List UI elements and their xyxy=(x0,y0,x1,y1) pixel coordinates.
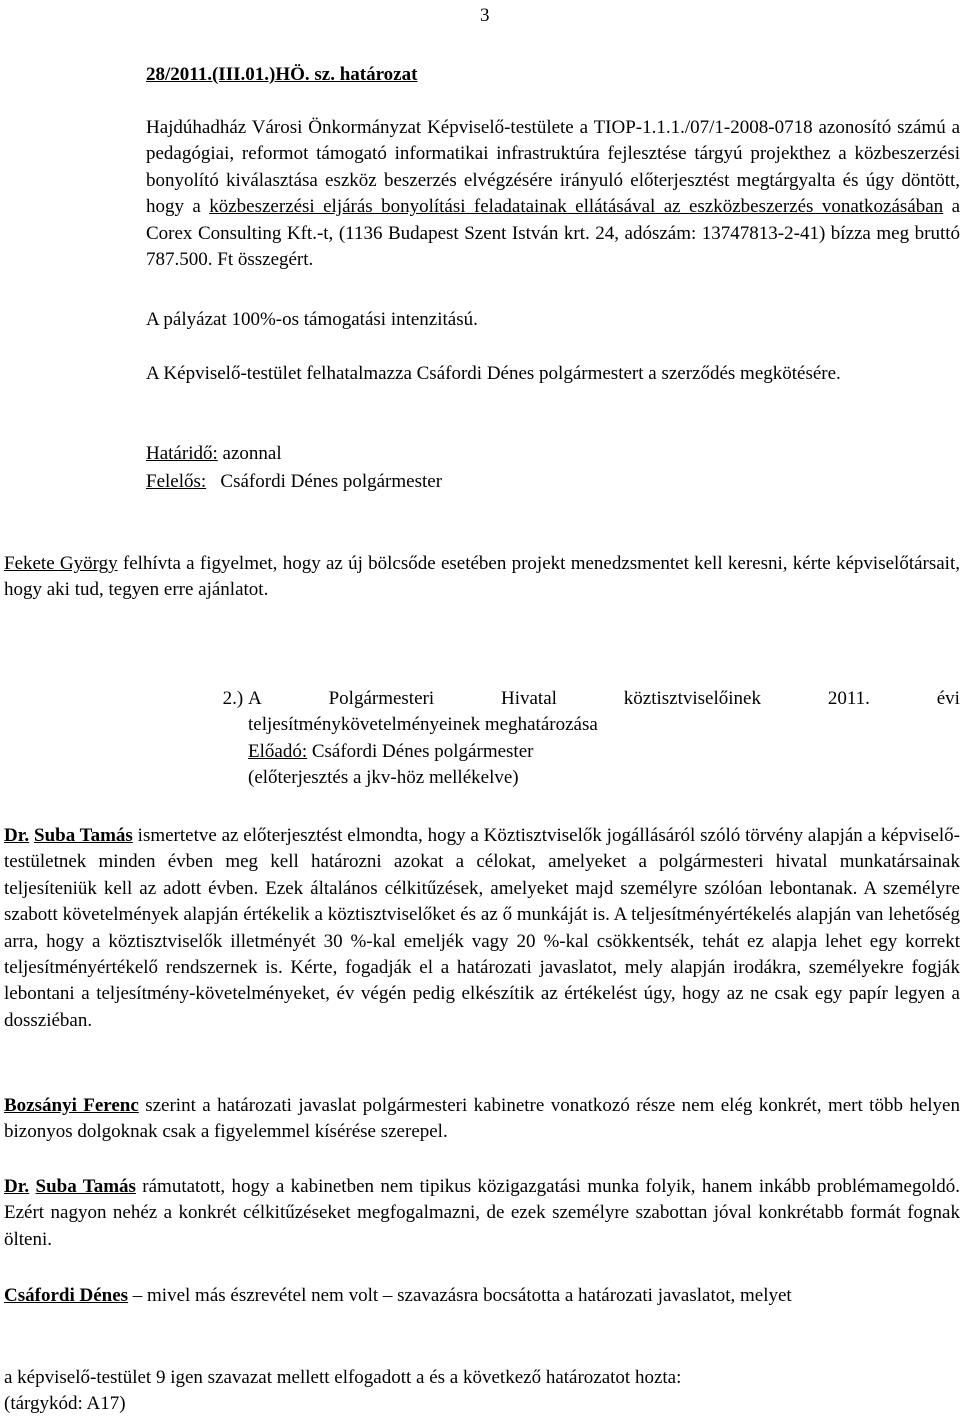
resolution-text-part: a Corex Consulting Kft.-t, (1136 Budapest Szent István krt. 24, adószám: 13747813-2-41) bízza meg bruttó 787.500. Ft összegért. xyxy=(146,196,960,271)
csafordi-paragraph xyxy=(4,1283,960,1309)
speaker-name: Bozsányi Ferenc xyxy=(4,1095,139,1116)
speaker-text: felhívta a figyelmet, hogy az új bölcsőde esetében projekt menedzsmentet kell keresni, kérte képviselőtársait, hogy aki tud, tegyen erre ajánlatot. xyxy=(4,553,960,601)
speaker-title: Dr. xyxy=(4,1176,30,1197)
resolution-text-part: Hajdúhadház Városi Önkormányzat Képviselő-testülete a TIOP-1.1.1./07/1-2008-0718 azonosító számú a pedagógiai, reformot támogató informatikai infrastruktúra fejlesztése tárgyú projekthez a közbeszerzési bonyolító kiválasztása eszköz beszerzés elvégzésére irányuló előterjesztést megtárgyalta és úgy döntött, hogy a xyxy=(146,117,960,218)
speaker-name: Csáfordi Dénes xyxy=(4,1285,129,1306)
resolution-text xyxy=(146,115,960,273)
speaker-text: ismertetve az előterjesztést elmondta, hogy a Köztisztviselők jogállásáról szóló törvény alapján a képviselő-testületnek minden évben meg kell határozni azokat a célokat, amelyeket a polgármesteri hivatal munkatársainak teljesíteniük kell az adott évben. Ezek általános célkitűzések, amelyeket majd személyre szólóan lebontanak. A személyre szabott követelmények alapján értékelik a köztisztviselőket és az ő munkáját is. A teljesítményértékelés alapján van lehetőség arra, hogy a köztisztviselők illetményét 30 %-kal emeljék vagy 20 %-kal csökkentsék, tehát ez alapja lehet egy korrekt teljesítményértékelő rendszernek is. Kérte, fogadják el a határozati javaslatot, mely alapján irodákra, személyekre fogják lebontani a teljesítmény-követelményeket, év végén pedig elkészítik az értékelést úgy, hogy az ne csak egy papír legyen a dossziéban. xyxy=(4,825,960,1031)
speaker-name: Suba Tamás xyxy=(35,1176,136,1197)
vote-result: a képviselő-testület 9 igen szavazat mellett elfogadott a és a következő határozatot hozta: xyxy=(4,1367,682,1388)
speaker-text: szerint a határozati javaslat polgármesteri kabinetre vonatkozó része nem elég konkrét, mert több helyen bizonyos dolgoknak csak a figyelemmel kísérése szerepel. xyxy=(4,1095,960,1143)
agenda-title-word: 2011. xyxy=(827,688,870,709)
agenda-number xyxy=(4,686,248,712)
presenter-value: Csáfordi Dénes polgármester xyxy=(307,740,534,762)
page-number: 3 xyxy=(480,5,490,26)
resolution-underlined-part: közbeszerzési eljárás bonyolítási feladatainak ellátásával az eszközbeszerzés vonatkozásában xyxy=(209,196,944,218)
authorization-text: A Képviselő-testület felhatalmazza Csáfordi Dénes polgármestert a szerződés megkötésére. xyxy=(146,363,841,384)
deadline-value: azonnal xyxy=(217,443,282,464)
speaker-name: Fekete György xyxy=(4,553,118,574)
subject-code: (tárgykód: A17) xyxy=(4,1393,126,1414)
deadline-line xyxy=(146,441,960,467)
speaker-text: – mivel más észrevétel nem volt – szavazásra bocsátotta a határozati javaslatot, melyet xyxy=(128,1285,792,1306)
suba-paragraph-2 xyxy=(4,1174,960,1253)
agenda-item xyxy=(4,686,960,792)
resolution-heading: 28/2011.(III.01.)HÖ. sz. határozat xyxy=(146,64,418,85)
agenda-title-word: köztisztviselőinek xyxy=(623,688,761,709)
deadline-label: Határidő: xyxy=(146,443,218,464)
responsible-label: Felelős: xyxy=(146,471,207,492)
agenda-title-word: Hivatal xyxy=(500,688,557,709)
agenda-title-word: A xyxy=(248,688,262,709)
presenter-label: Előadó: xyxy=(248,740,308,762)
responsible-line xyxy=(146,469,960,495)
speaker-title: Dr. xyxy=(4,825,30,846)
support-intensity: A pályázat 100%-os támogatási intenzitású. xyxy=(146,309,478,330)
fekete-paragraph xyxy=(4,551,960,604)
bozsanyi-paragraph xyxy=(4,1093,960,1146)
responsible-value: Csáfordi Dénes polgármester xyxy=(206,471,443,492)
agenda-number-text: 2.) xyxy=(222,688,244,709)
agenda-title-line1 xyxy=(248,686,960,712)
agenda-presenter xyxy=(4,739,960,765)
speaker-name: Suba Tamás xyxy=(34,825,133,846)
agenda-note: (előterjesztés a jkv-höz mellékelve) xyxy=(248,767,519,789)
speaker-text: rámutatott, hogy a kabinetben nem tipikus közigazgatási munka folyik, hanem inkább problémamegoldó. Ezért nagyon nehéz a konkrét célkitűzéseket megfogalmazni, de ezek személyre szabottan jóval konkrétabb formát fognak ölteni. xyxy=(4,1176,960,1250)
suba-paragraph-1 xyxy=(4,823,960,1034)
agenda-title-word: Polgármesteri xyxy=(328,688,435,709)
agenda-title-line2: teljesítménykövetelményeinek meghatározása xyxy=(248,714,598,736)
agenda-title-word: évi xyxy=(936,688,960,709)
